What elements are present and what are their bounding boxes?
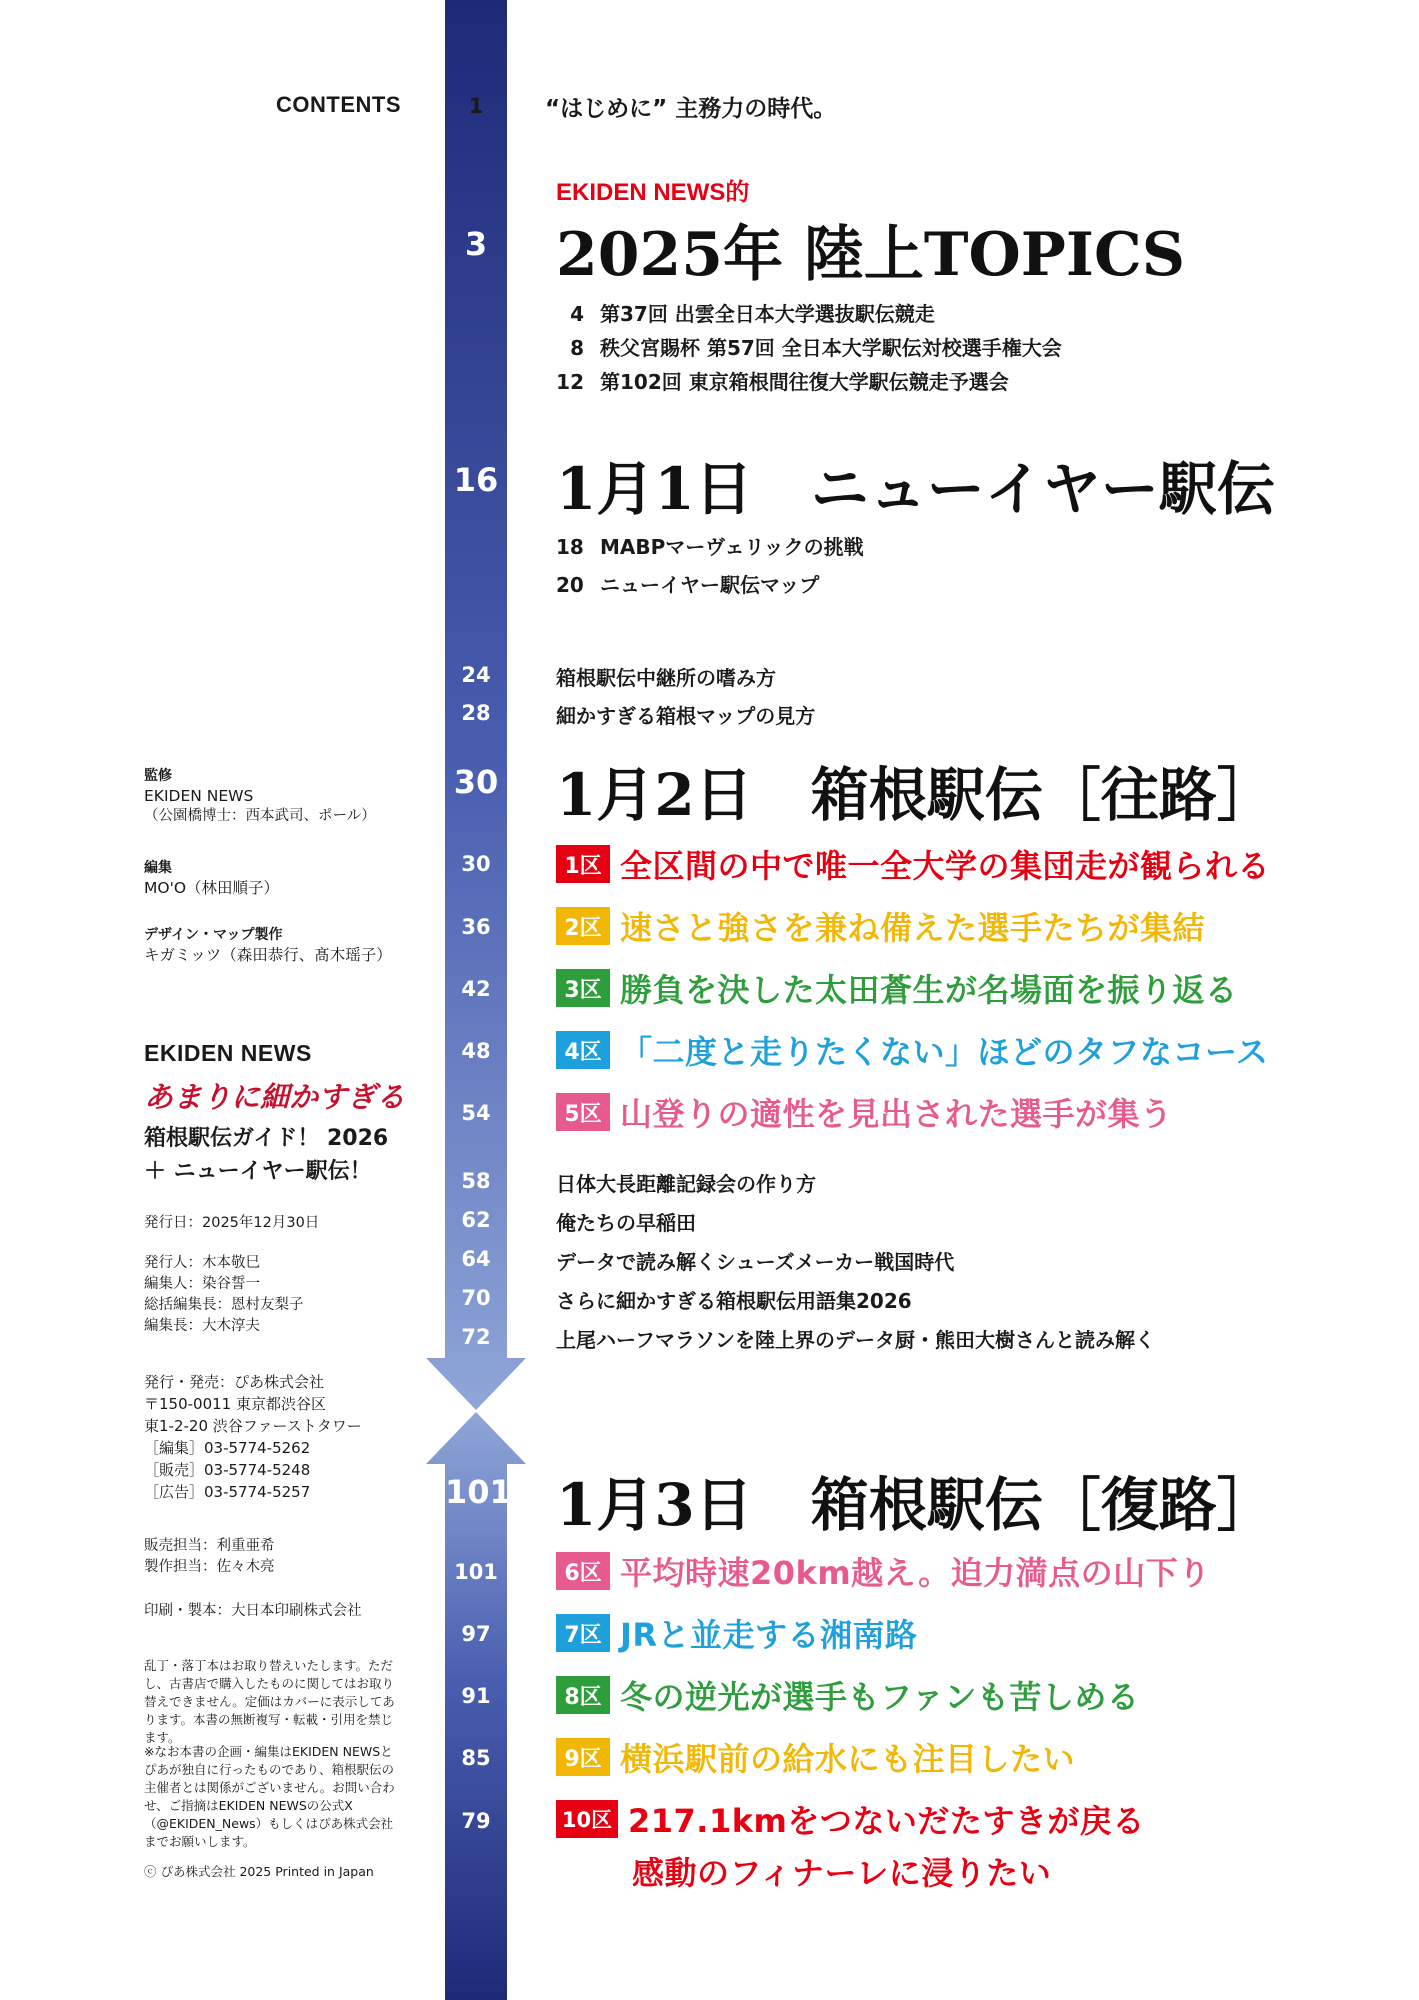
colophon-line: 編集人：染谷誓一	[144, 1276, 260, 1292]
section-tag: 6区	[556, 1552, 610, 1590]
page-number: 42	[461, 977, 491, 1001]
list-item[interactable]	[556, 569, 819, 598]
intro-title[interactable]: “はじめに” 主務力の時代。	[545, 96, 837, 122]
colophon-line: 販売担当：利重亜希	[144, 1538, 275, 1554]
list-item[interactable]	[556, 332, 1062, 361]
page-number: 30	[461, 852, 491, 876]
colophon-people	[144, 1253, 304, 1337]
newyear-title[interactable]: 1月1日 ニューイヤー駅伝	[556, 455, 1275, 523]
credit-label: 監修	[144, 768, 172, 784]
credit-label: デザイン・マップ製作	[144, 927, 283, 943]
list-item[interactable]: 箱根駅伝中継所の嗜み方	[556, 666, 776, 690]
colophon-line: 〒150-0011 東京都渋谷区	[144, 1395, 326, 1413]
colophon-line: 編集長：大木淳夫	[144, 1318, 260, 1334]
section-tag: 8区	[556, 1676, 610, 1714]
credit-value: EKIDEN NEWS	[144, 787, 254, 805]
section-1ku[interactable]	[556, 844, 1270, 884]
page-number: 62	[461, 1208, 491, 1232]
credit-label: 編集	[144, 860, 172, 876]
page-number: 36	[461, 915, 491, 939]
section-text-line2: 感動のフィナーレに浸りたい	[632, 1854, 1052, 1892]
section-text: 平均時速20km越え。迫力満点の山下り	[620, 1554, 1211, 1592]
section-text: 速さと強さを兼ね備えた選手たちが集結	[620, 909, 1206, 947]
page-number: 70	[461, 1286, 491, 1310]
topics-kicker: EKIDEN NEWS的	[556, 179, 750, 206]
section-tag: 3区	[556, 969, 610, 1007]
list-item[interactable]: 上尾ハーフマラソンを陸上界のデータ厨・熊田大樹さんと読み解く	[556, 1328, 1155, 1352]
section-6ku[interactable]	[556, 1551, 1211, 1591]
section-text: 山登りの適性を見出された選手が集う	[620, 1095, 1173, 1133]
page-number: 24	[461, 663, 491, 687]
section-text: 「二度と走りたくない」ほどのタフなコース	[620, 1033, 1269, 1071]
colophon-line: ［編集］03-5774-5262	[144, 1439, 311, 1457]
page-number: 18	[556, 535, 584, 559]
item-text: 第37回 出雲全日本大学選抜駅伝競走	[600, 302, 935, 326]
section-9ku[interactable]	[556, 1737, 1075, 1777]
colophon-publisher	[144, 1371, 362, 1503]
section-5ku[interactable]	[556, 1092, 1173, 1132]
section-4ku[interactable]	[556, 1030, 1268, 1070]
list-item[interactable]: 日体大長距離記録会の作り方	[556, 1172, 816, 1196]
page-number: 3	[464, 225, 488, 263]
section-text: 勝負を決した太田蒼生が名場面を振り返る	[620, 971, 1238, 1009]
page-number: 48	[461, 1039, 491, 1063]
section-text: 横浜駅前の給水にも注目したい	[620, 1740, 1076, 1778]
page-number: 54	[461, 1101, 491, 1125]
colophon-line: ［販売］03-5774-5248	[144, 1461, 311, 1479]
list-item[interactable]	[556, 298, 935, 327]
section-tag: 1区	[556, 845, 610, 883]
list-item[interactable]: 細かすぎる箱根マップの見方	[556, 704, 816, 728]
page-number: 16	[453, 461, 499, 499]
notice-returns: 乱丁・落丁本はお取り替えいたします。ただし、古書店で購入したものに関してはお取り替えできません。定価はカバーに表示してあります。本書の無断複写・転載・引用を禁じます。	[144, 1658, 395, 1745]
colophon-line: 発行人：木本敬巳	[144, 1255, 260, 1271]
section-text: 全区間の中で唯一全大学の集団走が観られる	[620, 847, 1271, 885]
section-text: 217.1kmをつないだたすきが戻る	[628, 1802, 1145, 1840]
colophon-line: 東1-2-20 渋谷ファーストタワー	[144, 1417, 362, 1435]
page-number: 30	[453, 763, 499, 801]
section-10ku[interactable]	[556, 1799, 1145, 1839]
colophon-print: 印刷・製本：大日本印刷株式会社	[144, 1603, 362, 1619]
outbound-title[interactable]: 1月2日 箱根駅伝［往路］	[556, 761, 1275, 829]
page-number: 58	[461, 1169, 491, 1193]
book-title	[144, 1122, 388, 1188]
section-tag: 9区	[556, 1738, 610, 1776]
book-title-line2: ＋ ニューイヤー駅伝！	[144, 1159, 372, 1184]
topics-title[interactable]: 2025年 陸上TOPICS	[556, 220, 1186, 290]
section-2ku[interactable]	[556, 906, 1205, 946]
section-tag: 2区	[556, 907, 610, 945]
page-number: 91	[461, 1684, 491, 1708]
page-number: 79	[461, 1809, 491, 1833]
credit-note: （公園橋博士：西本武司、ポール）	[144, 808, 376, 824]
page-number: 85	[461, 1746, 491, 1770]
section-text: JRと並走する湘南路	[620, 1616, 918, 1654]
copyright: ⓒ ぴあ株式会社 2025 Printed in Japan	[144, 1864, 374, 1879]
credit-supervise	[144, 766, 376, 826]
page-number: 72	[461, 1325, 491, 1349]
colophon-line: 製作担当：佐々木亮	[144, 1559, 275, 1575]
colophon-line: 発行・発売：ぴあ株式会社	[144, 1373, 325, 1391]
credit-edit	[144, 858, 279, 898]
tagline-logo: あまりに細かすぎる	[144, 1080, 406, 1114]
section-8ku[interactable]	[556, 1675, 1139, 1715]
inbound-title[interactable]: 1月3日 箱根駅伝［復路］	[556, 1471, 1275, 1539]
credit-design	[144, 925, 392, 965]
section-text: 冬の逆光が選手もファンも苦しめる	[620, 1678, 1140, 1716]
page-number: 101	[454, 1560, 498, 1584]
colophon-staff	[144, 1536, 275, 1578]
page-number: 4	[570, 302, 584, 326]
notice-disclaimer: ※なお本書の企画・編集はEKIDEN NEWSとぴあが独自に行ったものであり、箱根駅伝の主催者とは関係がございません。お問い合わせ、ご指摘はEKIDEN NEWSの公式X（@EKIDEN_News）もしくはぴあ株式会社までお願いします。	[144, 1744, 395, 1849]
list-item[interactable]	[556, 366, 1009, 395]
book-title-line1: 箱根駅伝ガイド！ 2026	[144, 1126, 389, 1151]
section-tag: 4区	[556, 1031, 610, 1069]
colophon-line: 総括編集長：恩村友梨子	[144, 1297, 304, 1313]
page-number: 20	[556, 573, 584, 597]
list-item[interactable]: データで読み解くシューズメーカー戦国時代	[556, 1250, 955, 1274]
publish-date: 発行日：2025年12月30日	[144, 1215, 320, 1231]
section-tag: 10区	[556, 1800, 618, 1838]
credit-value: MO'O（林田順子）	[144, 879, 280, 897]
colophon-line: ［広告］03-5774-5257	[144, 1483, 311, 1501]
section-3ku[interactable]	[556, 968, 1238, 1008]
section-tag: 5区	[556, 1093, 610, 1131]
page-number: 12	[556, 370, 584, 394]
page-number: 28	[461, 701, 491, 725]
page-number: 97	[461, 1622, 491, 1646]
section-tag: 7区	[556, 1614, 610, 1652]
section-7ku[interactable]	[556, 1613, 918, 1653]
list-item[interactable]: さらに細かすぎる箱根駅伝用語集2026	[556, 1289, 912, 1313]
page-number: 101	[445, 1473, 512, 1511]
item-text: MABPマーヴェリックの挑戦	[600, 535, 864, 559]
brand-logo: EKIDEN NEWS	[144, 1040, 312, 1066]
page-number: 8	[570, 336, 584, 360]
page-number: 64	[461, 1247, 491, 1271]
credit-value: キガミッツ（森田恭行、髙木瑶子）	[144, 946, 392, 964]
page-number: 1	[468, 94, 484, 118]
list-item[interactable]	[556, 531, 864, 560]
item-text: 秩父宮賜杯 第57回 全日本大学駅伝対校選手権大会	[600, 336, 1062, 360]
list-item[interactable]: 俺たちの早稲田	[556, 1211, 696, 1235]
item-text: 第102回 東京箱根間往復大学駅伝競走予選会	[600, 370, 1009, 394]
contents-label: CONTENTS	[276, 92, 401, 117]
item-text: ニューイヤー駅伝マップ	[600, 573, 820, 597]
